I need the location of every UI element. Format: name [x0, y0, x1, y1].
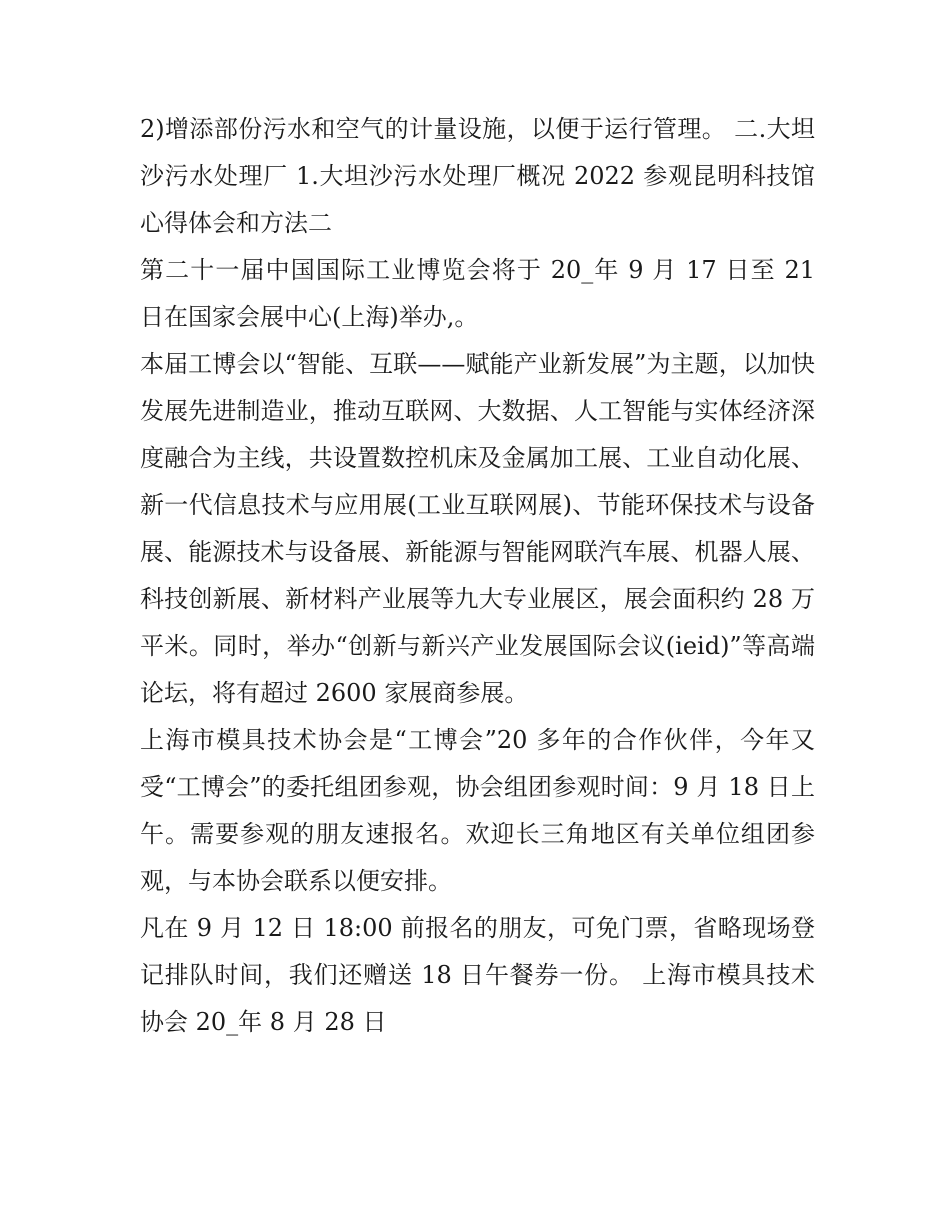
paragraph-1: 2)增添部份污水和空气的计量设施，以便于运行管理。 二.大坦沙污水处理厂 1.大坦沙污水处理厂概况 2022 参观昆明科技馆心得体会和方法二 [140, 115, 815, 237]
paragraph-3: 本届工博会以“智能、互联——赋能产业新发展”为主题，以加快发展先进制造业，推动互联网、大数据、人工智能与实体经济深度融合为主线，共设置数控机床及金属加工展、工业自动化展、新一代信息技术与应用展(工业互联网展)、节能环保技术与设备展、能源技术与设备展、新能源与智能网联汽车展、机器人展、科技创新展、新材料产业展等九大专业展区，展会面积约 28 万平米。同时，举办“创新与新兴产业发展国际会议(ieid)”等高端论坛，将有超过 2600 家展商参展。 [140, 350, 815, 707]
document-body [140, 106, 815, 1046]
paragraph-5: 凡在 9 月 12 日 18:00 前报名的朋友，可免门票，省略现场登记排队时间，我们还赠送 18 日午餐券一份。 上海市模具技术协会 20_年 8 月 28 日 [140, 914, 815, 1036]
paragraph-4: 上海市模具技术协会是“工博会”20 多年的合作伙伴，今年又受“工博会”的委托组团参观，协会组团参观时间：9 月 18 日上午。需要参观的朋友速报名。欢迎长三角地区有关单位组团参观，与本协会联系以便安排。 [140, 726, 815, 895]
paragraph-2: 第二十一届中国国际工业博览会将于 20_年 9 月 17 日至 21 日在国家会展中心(上海)举办,。 [140, 256, 815, 331]
